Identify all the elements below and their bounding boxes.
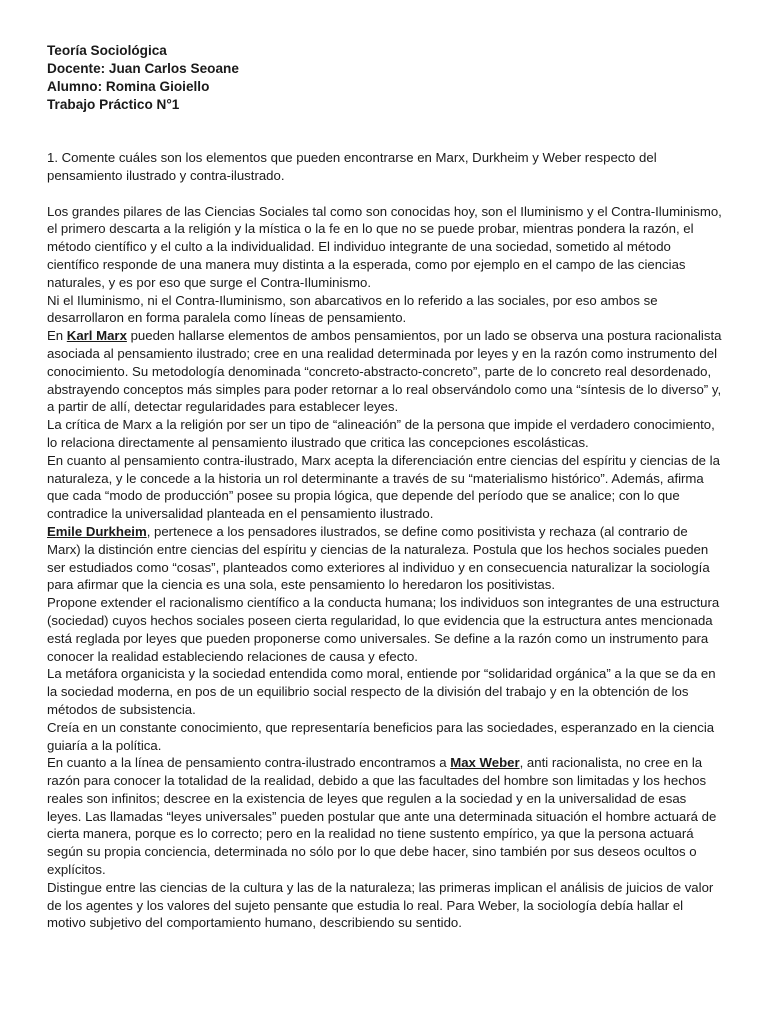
paragraph: Distingue entre las ciencias de la cultura y las de la naturaleza; las primeras implican el análisis de juicios de valor de los agentes y los valores del sujeto pensante que estudia lo real. Para Weber, la sociología debía hallar el motivo subjetivo del comportamiento humano, describiendo su sentido.	[47, 879, 714, 931]
student-line: Alumno: Romina Gioiello	[47, 79, 210, 94]
paragraph: Propone extender el racionalismo científico a la conducta humana; los individuos son integrantes de una estructura (sociedad) cuyos hechos sociales poseen cierta regularidad, lo que evidencia que la estructura antes mencionada está reglada por leyes que pueden proponerse como universales. Se define a la razón como un instrumento para conocer la realidad estableciendo relaciones de causa y efecto.	[47, 595, 720, 664]
document-header	[47, 42, 724, 114]
paragraph	[47, 523, 724, 594]
paragraph-text: En cuanto a la línea de pensamiento contra-ilustrado encontramos a	[47, 755, 451, 771]
paragraph: La metáfora organicista y la sociedad entendida como moral, entiende por “solidaridad orgánica” a la que se da en la sociedad moderna, en pos de un equilibrio social respecto de la división del trabajo y en la obtención de los métodos de subsistencia.	[47, 666, 716, 717]
paragraph-text: pueden hallarse elementos de ambos pensamientos, por un lado se observa una postura racionalista asociada al pensamiento ilustrado; cree en una realidad determinada por leyes y en la razón como instrumento del conocimiento. Su metodología denominada “concreto-abstracto-concreto”, parte de lo concreto real desordenado, abstrayendo conceptos más simples para poder retornar a lo real observándolo como una “síntesis de lo diverso” y, a partir de allí, detectar regularidades para establecer leyes.	[47, 328, 722, 415]
question-text: 1. Comente cuáles son los elementos que pueden encontrarse en Marx, Durkheim y Weber respecto del pensamiento ilustrado y contra-ilustrado.	[47, 150, 657, 183]
paragraph-text: , pertenece a los pensadores ilustrados, se define como positivista y rechaza (al contrario de Marx) la distinción entre ciencias del espíritu y ciencias de la naturaleza. Postula que los hechos sociales pueden ser estudiados como “cosas”, planteados como exteriores al individuo y en consecuencia naturalizar la sociología para afirmar que la ciencia es una sola, este pensamiento lo heredaron los positivistas.	[47, 523, 710, 593]
paragraph: Ni el Iluminismo, ni el Contra-Iluminismo, son abarcativos en lo referido a las sociales, por eso ambos se desarrollaron en forma paralela como líneas de pensamiento.	[47, 292, 658, 326]
paragraph: En cuanto al pensamiento contra-ilustrado, Marx acepta la diferenciación entre ciencias del espíritu y ciencias de la naturaleza, y le concede a la historia un rol determinante a través de su “materialismo histórico”. Además, afirma que cada “modo de producción” posee su propia lógica, que depende del período que se analice; con lo que contradice la universalidad planteada en el pensamiento ilustrado.	[47, 452, 720, 522]
author-name-marx: Karl Marx	[66, 328, 127, 344]
answer-body	[47, 203, 724, 933]
assignment-line: Trabajo Práctico N°1	[47, 97, 180, 112]
teacher-line: Docente: Juan Carlos Seoane	[47, 61, 239, 76]
subject-line: Teoría Sociológica	[47, 43, 167, 58]
paragraph: La crítica de Marx a la religión por ser un tipo de “alineación” de la persona que impide el verdadero conocimiento, lo relaciona directamente al pensamiento ilustrado que critica las concepciones escolásticas.	[47, 417, 715, 450]
paragraph-text: , anti racionalista, no cree en la razón para conocer la totalidad de la realidad, debido a que las facultades del hombre son limitadas y los hechos reales son infinitos; descree en la existencia de leyes que regulen a la sociedad y en la universalidad de esas leyes. Las llamadas “leyes universales” pueden postular que ante una determinada situación el hombre actuará de cierta manera, porque es lo correcto; pero en la realidad no tiene sustento empírico, ya que la persona actuará según su propia conciencia, determinada no sólo por lo que debe hacer, sino también por sus deseos ocultos o explícitos.	[47, 755, 717, 878]
author-name-durkheim: Emile Durkheim	[47, 523, 147, 539]
paragraph: Creía en un constante conocimiento, que representaría beneficios para las sociedades, esperanzado en la ciencia guiaría a la política.	[47, 719, 715, 753]
paragraph-text: En	[47, 328, 67, 344]
paragraph	[47, 754, 724, 879]
paragraph: Los grandes pilares de las Ciencias Sociales tal como son conocidas hoy, son el Iluminismo y el Contra-Iluminismo, el primero descarta a la religión y la mística o la fe en lo que no se puede probar, mientras pondera la razón, el método científico y el culto a la individualidad. El individuo integrante de una sociedad, sometido al método científico responde de una manera muy distinta a la esperada, como por ejemplo en el campo de las ciencias naturales, y es por eso que surge el Contra-Iluminismo.	[47, 203, 722, 290]
paragraph	[47, 327, 724, 416]
author-name-weber: Max Weber	[450, 755, 520, 771]
